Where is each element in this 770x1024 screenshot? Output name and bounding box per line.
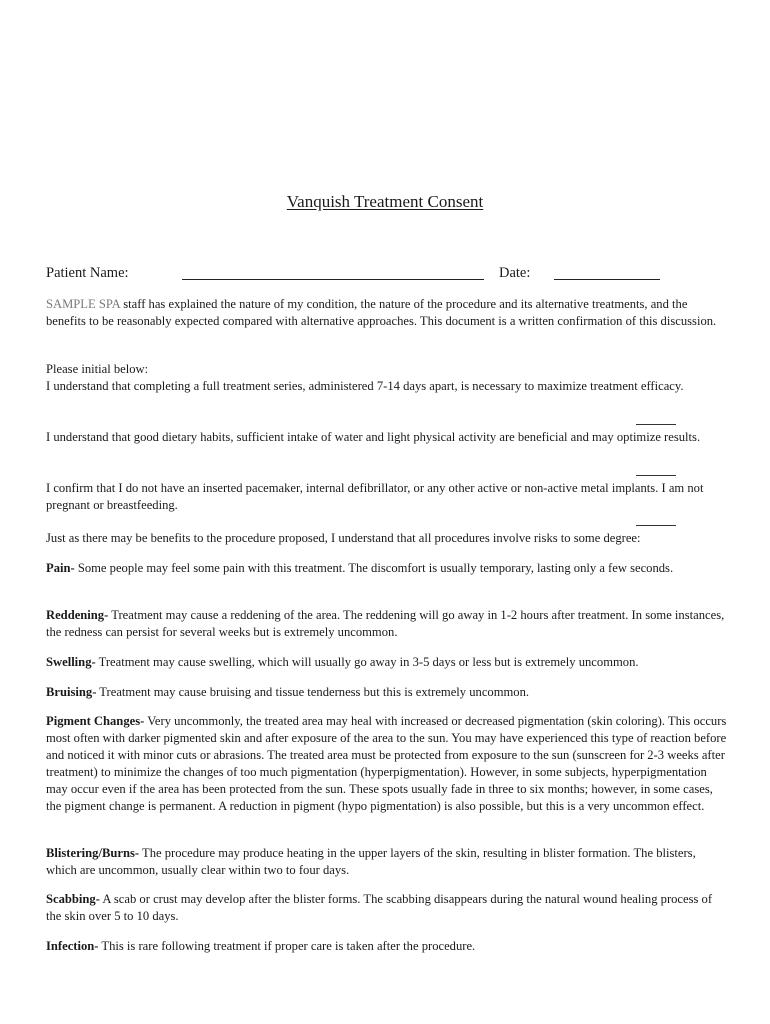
initial-field[interactable] bbox=[636, 525, 676, 526]
intro-paragraph bbox=[46, 296, 728, 330]
acknowledgement-item: I understand that completing a full treatment series, administered 7-14 days apart, is necessary to maximize treatment efficacy. bbox=[46, 379, 684, 393]
risk-term: Infection- bbox=[46, 939, 99, 953]
patient-info-row bbox=[46, 265, 728, 285]
risk-item bbox=[46, 607, 728, 641]
risk-item bbox=[46, 654, 728, 671]
acknowledgement-item: I confirm that I do not have an inserted pacemaker, internal defibrillator, or any other active or non-active metal implants. I am not pregnant or breastfeeding. bbox=[46, 481, 704, 512]
risks-intro: Just as there may be benefits to the procedure proposed, I understand that all procedures involve risks to some degree: bbox=[46, 531, 641, 545]
risk-text: The procedure may produce heating in the upper layers of the skin, resulting in blister formation. The blisters, which are uncommon, usually clear within two to four days. bbox=[46, 846, 696, 877]
risk-term: Pain- bbox=[46, 561, 75, 575]
risk-item bbox=[46, 713, 728, 815]
risk-text: A scab or crust may develop after the blister forms. The scabbing disappears during the natural wound healing process of the skin over 5 to 10 days. bbox=[46, 892, 713, 923]
patient-name-label: Patient Name: bbox=[46, 265, 129, 281]
risk-term: Pigment Changes- bbox=[46, 714, 145, 728]
initial-field[interactable] bbox=[636, 424, 676, 425]
risk-text: Treatment may cause swelling, which will usually go away in 3-5 days or less but is extremely uncommon. bbox=[95, 655, 639, 669]
date-field[interactable] bbox=[554, 279, 660, 280]
risk-text: Treatment may cause a reddening of the area. The reddening will go away in 1-2 hours after treatment. In some instances, the redness can persist for several weeks but is extremely uncommon. bbox=[46, 608, 725, 639]
intro-text: staff has explained the nature of my condition, the nature of the procedure and its alternative treatments, and the benefits to be reasonably expected compared with alternative approaches. This document is a written confirmation of this discussion. bbox=[46, 297, 717, 328]
risk-term: Blistering/Burns- bbox=[46, 846, 140, 860]
risk-text: This is rare following treatment if proper care is taken after the procedure. bbox=[98, 939, 476, 953]
risk-item bbox=[46, 845, 728, 879]
risk-term: Reddening- bbox=[46, 608, 109, 622]
initial-field[interactable] bbox=[636, 475, 676, 476]
risk-item bbox=[46, 891, 728, 925]
risk-text: Very uncommonly, the treated area may heal with increased or decreased pigmentation (skin coloring). This occurs most often with darker pigmented skin and after exposure of the area to the sun. You may have experienced this type of reaction before and noticed it with minor cuts or abrasions. The treated area must be protected from exposure to the sun (sunscreen for 2-3 weeks after treatment) to minimize the changes of too much pigmentation (hyperpigmentation). However, in some subjects, hyperpigmentation may occur even if the area has been protected from the sun. These spots usually fade in three to six months; however, in some cases, the pigment change is permanent. A reduction in pigment (hypo pigmentation) is also possible, but this is a very uncommon effect. bbox=[46, 714, 727, 813]
risk-item bbox=[46, 560, 728, 577]
document-title: Vanquish Treatment Consent bbox=[286, 192, 484, 211]
risk-term: Bruising- bbox=[46, 685, 97, 699]
risk-text: Some people may feel some pain with this treatment. The discomfort is usually temporary, lasting only a few seconds. bbox=[74, 561, 674, 575]
acknowledgement-item: I understand that good dietary habits, sufficient intake of water and light physical activity are beneficial and may optimize results. bbox=[46, 430, 701, 444]
risk-item bbox=[46, 938, 728, 955]
risk-term: Swelling- bbox=[46, 655, 96, 669]
risk-term: Scabbing- bbox=[46, 892, 100, 906]
risk-item bbox=[46, 684, 728, 701]
spa-name: SAMPLE SPA bbox=[46, 297, 121, 311]
patient-name-field[interactable] bbox=[182, 279, 484, 280]
initial-instruction: Please initial below: bbox=[46, 362, 149, 376]
date-label: Date: bbox=[499, 265, 531, 281]
risk-text: Treatment may cause bruising and tissue tenderness but this is extremely uncommon. bbox=[96, 685, 530, 699]
